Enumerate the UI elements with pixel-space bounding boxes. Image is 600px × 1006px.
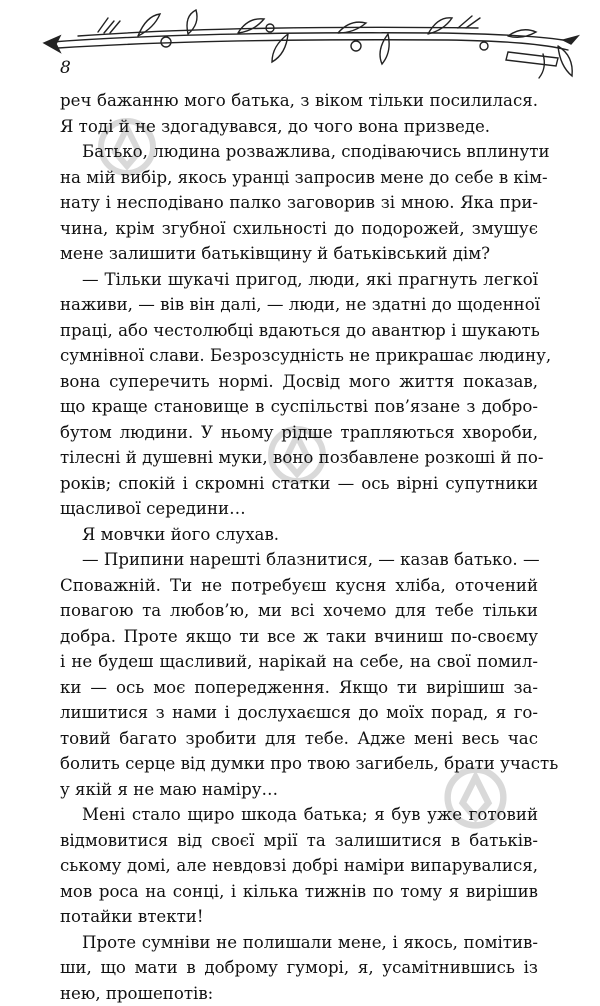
text-line: ши, що мати в доброму гуморі, я, усамітнившись із — [60, 955, 538, 981]
text-line: повагою та любов’ю, ми всі хочемо для тебе тільки — [60, 598, 538, 624]
text-line: — Тільки шукачі пригод, люди, які прагнуть легкої — [60, 267, 538, 293]
text-line: нату і несподівано палко заговорив зі мною. Яка при- — [60, 190, 538, 216]
text-line: Проте сумніви не полишали мене, і якось, помітив- — [60, 930, 538, 956]
text-line: реч бажанню мого батька, з віком тільки посилилася. — [60, 88, 538, 114]
text-line: бутом людини. У ньому рідше трапляються хвороби, — [60, 420, 538, 446]
text-line: що краще становище в суспільстві пов’язане з добро- — [60, 394, 538, 420]
text-line: вона суперечить нормі. Досвід мого життя показав, — [60, 369, 538, 395]
text-line: ки — ось моє попередження. Якщо ти вирішиш за- — [60, 675, 538, 701]
text-line: на мій вибір, якось уранці запросив мене до себе в кім- — [60, 165, 538, 191]
text-line: лишитися з нами і дослухаєшся до моїх порад, я го- — [60, 700, 538, 726]
text-line: Споважній. Ти не потребуєш кусня хліба, оточений — [60, 573, 538, 599]
text-line: щасливої середини… — [60, 496, 538, 522]
text-line: наживи, — вів він далі, — люди, не здатні до щоденної — [60, 292, 538, 318]
text-line: Я тоді й не здогадувався, до чого вона призведе. — [60, 114, 538, 140]
floral-arrows-border-icon — [38, 6, 583, 88]
page-number: 8 — [60, 58, 71, 78]
text-line: років; спокій і скромні статки — ось вірні супутники — [60, 471, 538, 497]
text-line: мене залишити батьківщину й батьківський дім? — [60, 241, 538, 267]
text-line: у якій я не маю наміру… — [60, 777, 538, 803]
text-line: і не будеш щасливий, нарікай на себе, на свої помил- — [60, 649, 538, 675]
text-line: Я мовчки його слухав. — [60, 522, 538, 548]
text-line: Мені стало щиро шкода батька; я був уже готовий — [60, 802, 538, 828]
text-line: болить серце від думки про твою загибель, брати участь — [60, 751, 538, 777]
page-body-text — [60, 88, 538, 1006]
text-line: добра. Проте якщо ти все ж таки вчиниш по-своєму — [60, 624, 538, 650]
text-line: потайки втекти! — [60, 904, 538, 930]
text-line: Батько, людина розважлива, сподіваючись вплинути — [60, 139, 538, 165]
text-line: чина, крім згубної схильності до подорожей, змушує — [60, 216, 538, 242]
text-line: відмовитися від своєї мрії та залишитися в батьків- — [60, 828, 538, 854]
text-line: ському домі, але невдовзі добрі наміри випарувалися, — [60, 853, 538, 879]
text-line: мов роса на сонці, і кілька тижнів по тому я вирішив — [60, 879, 538, 905]
text-line: нею, прошепотів: — [60, 981, 538, 1006]
text-line: тілесні й душевні муки, воно позбавлене розкоші й по- — [60, 445, 538, 471]
text-line: праці, або честолюбці вдаються до авантюр і шукають — [60, 318, 538, 344]
text-line: сумнівної слави. Безрозсудність не прикрашає людину, — [60, 343, 538, 369]
text-line: — Припини нарешті блазнитися, — казав батько. — — [60, 547, 538, 573]
text-line: товий багато зробити для тебе. Адже мені весь час — [60, 726, 538, 752]
